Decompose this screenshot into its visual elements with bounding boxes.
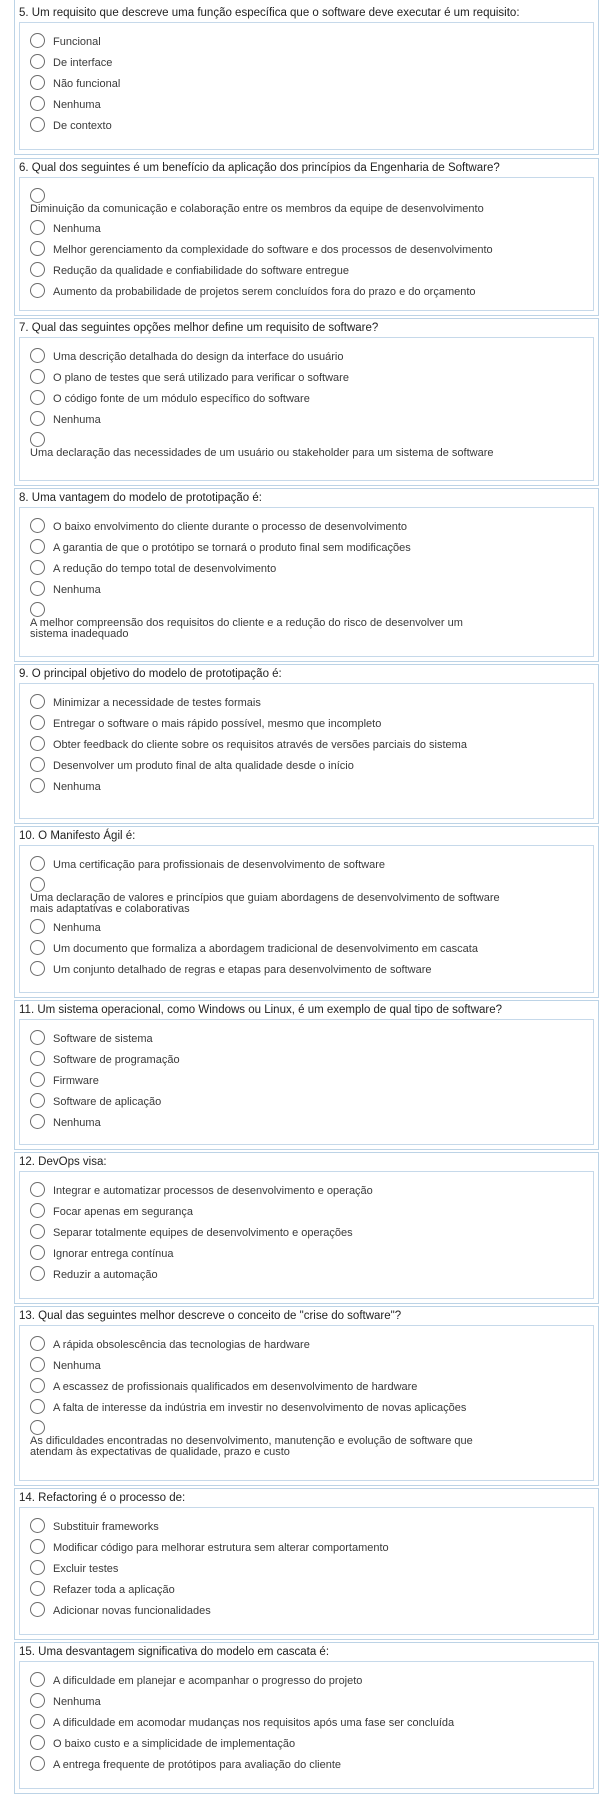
option-label: Nenhuma [53,781,101,793]
radio-button[interactable] [30,736,45,751]
option-item[interactable] [20,757,593,778]
question-card [14,1000,599,1150]
option-label: Substituir frameworks [53,1521,159,1533]
question-card [14,1306,599,1486]
radio-button[interactable] [30,1420,45,1435]
option-label: Uma descrição detalhada do design da interface do usuário [53,351,344,363]
option-label: Nenhuma [53,414,101,426]
option-label: Um conjunto detalhado de regras e etapas para desenvolvimento de software [53,964,432,976]
option-label: Separar totalmente equipes de desenvolvimento e operações [53,1227,353,1239]
options-group [19,22,594,150]
radio-button[interactable] [30,1602,45,1617]
question-title: 9. O principal objetivo do modelo de prototipação é: [19,668,282,680]
option-item[interactable] [20,877,593,919]
option-label: Não funcional [53,78,121,90]
radio-button[interactable] [30,518,45,533]
radio-button[interactable] [30,369,45,384]
radio-button[interactable] [30,390,45,405]
options-group [19,1019,594,1145]
question-card [14,0,599,155]
option-label: A melhor compreensão dos requisitos do cliente e a redução do risco de desenvolver um [30,617,463,629]
option-item[interactable] [20,1581,593,1602]
option-label: Refazer toda a aplicação [53,1584,175,1596]
option-label: Nenhuma [53,922,101,934]
option-item[interactable] [20,348,593,369]
options-group [19,337,594,481]
option-item[interactable] [20,188,593,220]
option-label: Integrar e automatizar processos de desenvolvimento e operação [53,1185,373,1197]
radio-button[interactable] [30,1672,45,1687]
option-label: A falta de interesse da indústria em investir no desenvolvimento de novas aplicações [53,1402,467,1414]
option-label: Melhor gerenciamento da complexidade do software e dos processos de desenvolvimento [53,244,493,256]
option-item[interactable] [20,940,593,961]
radio-button[interactable] [30,220,45,235]
option-label: Uma declaração de valores e princípios que guiam abordagens de desenvolvimento de software [30,892,500,904]
option-item[interactable] [20,117,593,138]
option-label: As dificuldades encontradas no desenvolvimento, manutenção e evolução de software que [30,1435,473,1447]
radio-button[interactable] [30,1072,45,1087]
radio-button[interactable] [30,432,45,447]
option-label: Uma declaração das necessidades de um usuário ou stakeholder para um sistema de software [30,447,494,459]
question-title: 5. Um requisito que descreve uma função específica que o software deve executar é um requisito: [19,7,520,19]
option-item[interactable] [20,778,593,799]
option-label: O código fonte de um módulo específico do software [53,393,310,405]
radio-button[interactable] [30,1378,45,1393]
option-label: De interface [53,57,113,69]
radio-button[interactable] [30,1224,45,1239]
option-label: Firmware [53,1075,99,1087]
option-label: Minimizar a necessidade de testes formais [53,697,261,709]
options-group [19,507,594,657]
option-label: Diminuição da comunicação e colaboração entre os membros da equipe de desenvolvimento [30,203,484,215]
option-item[interactable] [20,283,593,304]
option-item[interactable] [20,241,593,262]
option-label-continued: mais adaptativas e colaborativas [30,903,190,915]
option-item[interactable] [20,1093,593,1114]
option-item[interactable] [20,856,593,877]
options-group [19,1171,594,1299]
option-item[interactable] [20,602,593,644]
option-item[interactable] [20,1266,593,1287]
option-label: Focar apenas em segurança [53,1206,194,1218]
radio-button[interactable] [30,1539,45,1554]
radio-button[interactable] [30,919,45,934]
radio-button[interactable] [30,1756,45,1771]
option-item[interactable] [20,560,593,581]
option-label: A rápida obsolescência das tecnologias de hardware [53,1339,310,1351]
option-label: Nenhuma [53,223,101,235]
option-item[interactable] [20,1539,593,1560]
radio-button[interactable] [30,96,45,111]
option-item[interactable] [20,262,593,283]
option-item[interactable] [20,1602,593,1623]
option-item[interactable] [20,1072,593,1093]
radio-button[interactable] [30,856,45,871]
option-label: O baixo custo e a simplicidade de implementação [53,1738,296,1750]
option-item[interactable] [20,75,593,96]
option-label: Um documento que formaliza a abordagem tradicional de desenvolvimento em cascata [53,943,478,955]
radio-button[interactable] [30,283,45,298]
radio-button[interactable] [30,1051,45,1066]
radio-button[interactable] [30,54,45,69]
radio-button[interactable] [30,262,45,277]
option-item[interactable] [20,411,593,432]
option-item[interactable] [20,1714,593,1735]
option-item[interactable] [20,1560,593,1581]
option-label: A garantia de que o protótipo se tornará o produto final sem modificações [53,542,411,554]
option-item[interactable] [20,220,593,241]
option-label: Nenhuma [53,1696,101,1708]
radio-button[interactable] [30,602,45,617]
option-label: Ignorar entrega contínua [53,1248,174,1260]
option-label: Nenhuma [53,584,101,596]
option-item[interactable] [20,432,593,464]
option-label: Modificar código para melhorar estrutura sem alterar comportamento [53,1542,389,1554]
radio-button[interactable] [30,778,45,793]
option-label: Uma certificação para profissionais de desenvolvimento de software [53,859,385,871]
option-label: Adicionar novas funcionalidades [53,1605,211,1617]
option-label: Software de sistema [53,1033,153,1045]
option-item[interactable] [20,390,593,411]
option-label: Software de aplicação [53,1096,162,1108]
option-label-continued: atendam às expectativas de qualidade, prazo e custo [30,1446,290,1458]
options-group [19,683,594,819]
options-group [19,1507,594,1635]
radio-button[interactable] [30,560,45,575]
option-label: A entrega frequente de protótipos para avaliação do cliente [53,1759,342,1771]
radio-button[interactable] [30,1560,45,1575]
radio-button[interactable] [30,877,45,892]
option-item[interactable] [20,539,593,560]
radio-button[interactable] [30,1735,45,1750]
question-title: 8. Uma vantagem do modelo de prototipação é: [19,492,262,504]
option-label: Reduzir a automação [53,1269,158,1281]
option-item[interactable] [20,694,593,715]
option-label: Nenhuma [53,99,101,111]
question-title: 12. DevOps visa: [19,1156,107,1168]
radio-button[interactable] [30,188,45,203]
question-card [14,318,599,486]
radio-button[interactable] [30,348,45,363]
option-item[interactable] [20,1245,593,1266]
question-title: 14. Refactoring é o processo de: [19,1492,186,1504]
option-item[interactable] [20,1051,593,1072]
radio-button[interactable] [30,1266,45,1281]
option-item[interactable] [20,1672,593,1693]
option-label: Entregar o software o mais rápido possível, mesmo que incompleto [53,718,382,730]
radio-button[interactable] [30,961,45,976]
question-title: 13. Qual das seguintes melhor descreve o conceito de "crise do software"? [19,1310,402,1322]
question-card [14,158,599,316]
option-label: Nenhuma [53,1117,101,1129]
option-item[interactable] [20,1735,593,1756]
radio-button[interactable] [30,33,45,48]
option-label: Aumento da probabilidade de projetos serem concluídos fora do prazo e do orçamento [53,286,476,298]
option-label: Excluir testes [53,1563,119,1575]
option-item[interactable] [20,1203,593,1224]
option-item[interactable] [20,736,593,757]
option-item[interactable] [20,1114,593,1135]
option-item[interactable] [20,1030,593,1051]
option-label: Software de programação [53,1054,180,1066]
option-label: O plano de testes que será utilizado para verificar o software [53,372,349,384]
option-item[interactable] [20,1357,593,1378]
radio-button[interactable] [30,1693,45,1708]
question-title: 10. O Manifesto Ágil é: [19,830,136,842]
question-title: 15. Uma desvantagem significativa do modelo em cascata é: [19,1646,330,1658]
option-item[interactable] [20,1518,593,1539]
radio-button[interactable] [30,539,45,554]
question-title: 6. Qual dos seguintes é um benefício da aplicação dos princípios da Engenharia de Software? [19,162,500,174]
option-item[interactable] [20,1224,593,1245]
radio-button[interactable] [30,117,45,132]
option-label: O baixo envolvimento do cliente durante o processo de desenvolvimento [53,521,408,533]
radio-button[interactable] [30,1114,45,1129]
question-title: 7. Qual das seguintes opções melhor define um requisito de software? [19,322,379,334]
options-group [19,1325,594,1481]
option-item[interactable] [20,1378,593,1399]
option-item[interactable] [20,33,593,54]
option-item[interactable] [20,1399,593,1420]
option-item[interactable] [20,1336,593,1357]
option-item[interactable] [20,1756,593,1777]
option-item[interactable] [20,1420,593,1462]
radio-button[interactable] [30,715,45,730]
option-label: Obter feedback do cliente sobre os requisitos através de versões parciais do sistema [53,739,467,751]
option-label: Funcional [53,36,101,48]
radio-button[interactable] [30,1182,45,1197]
radio-button[interactable] [30,1093,45,1108]
option-label: De contexto [53,120,112,132]
radio-button[interactable] [30,75,45,90]
options-group [19,1661,594,1789]
option-item[interactable] [20,518,593,539]
option-label: Desenvolver um produto final de alta qualidade desde o início [53,760,354,772]
option-label: A dificuldade em acomodar mudanças nos requisitos após uma fase ser concluída [53,1717,455,1729]
option-label: A redução do tempo total de desenvolvimento [53,563,277,575]
option-item[interactable] [20,919,593,940]
question-title: 11. Um sistema operacional, como Windows ou Linux, é um exemplo de qual tipo de software? [19,1004,503,1016]
radio-button[interactable] [30,694,45,709]
radio-button[interactable] [30,241,45,256]
option-item[interactable] [20,1182,593,1203]
radio-button[interactable] [30,1581,45,1596]
question-card [14,664,599,824]
radio-button[interactable] [30,1714,45,1729]
option-item[interactable] [20,369,593,390]
option-item[interactable] [20,96,593,117]
question-card [14,826,599,998]
option-item[interactable] [20,961,593,982]
radio-button[interactable] [30,1336,45,1351]
option-item[interactable] [20,1693,593,1714]
radio-button[interactable] [30,1245,45,1260]
radio-button[interactable] [30,1357,45,1372]
question-card [14,1488,599,1640]
option-item[interactable] [20,715,593,736]
question-card [14,488,599,662]
option-label: A escassez de profissionais qualificados em desenvolvimento de hardware [53,1381,418,1393]
radio-button[interactable] [30,1518,45,1533]
radio-button[interactable] [30,940,45,955]
option-label: A dificuldade em planejar e acompanhar o progresso do projeto [53,1675,363,1687]
radio-button[interactable] [30,411,45,426]
options-group [19,177,594,311]
radio-button[interactable] [30,581,45,596]
radio-button[interactable] [30,1030,45,1045]
options-group [19,845,594,993]
radio-button[interactable] [30,757,45,772]
question-card [14,1642,599,1794]
option-label-continued: sistema inadequado [30,628,129,640]
option-label: Redução da qualidade e confiabilidade do software entregue [53,265,349,277]
question-card [14,1152,599,1304]
radio-button[interactable] [30,1203,45,1218]
option-item[interactable] [20,54,593,75]
option-label: Nenhuma [53,1360,101,1372]
radio-button[interactable] [30,1399,45,1414]
option-item[interactable] [20,581,593,602]
